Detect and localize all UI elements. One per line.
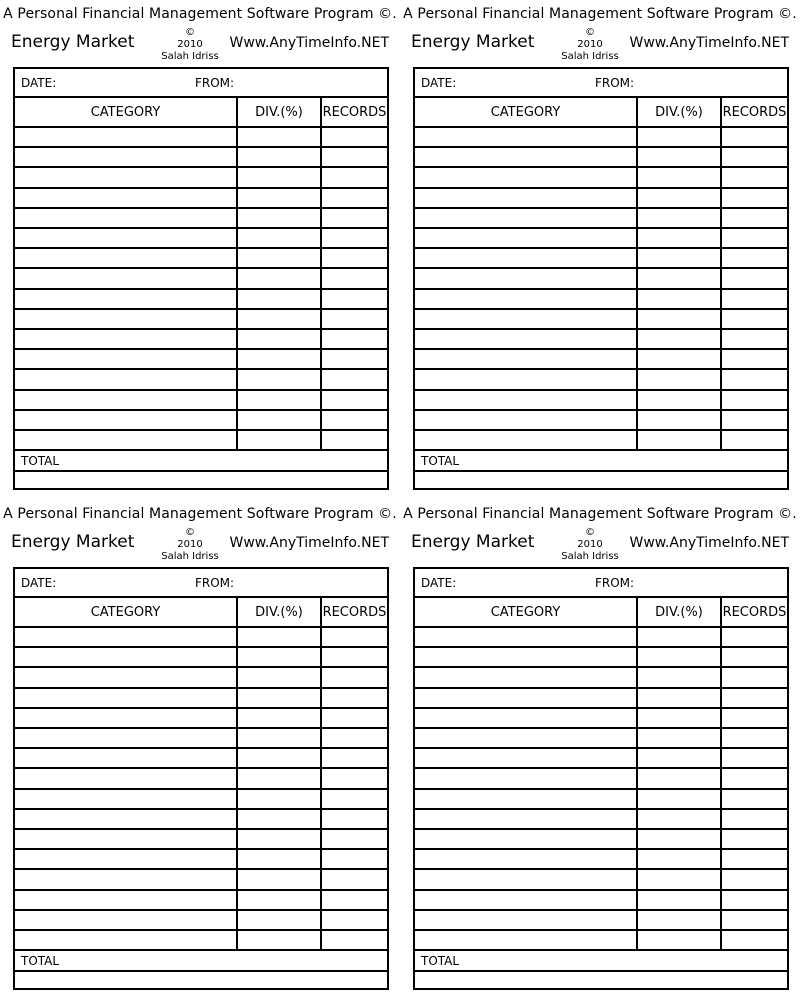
row-line — [15, 788, 387, 790]
tagline: A Personal Financial Management Software Program ©. — [403, 506, 797, 522]
ledger-form — [13, 67, 389, 490]
copyright-block — [150, 527, 230, 563]
form-title: Energy Market — [11, 32, 135, 52]
row-line — [415, 207, 787, 209]
row-line — [415, 247, 787, 249]
copyright-year: 2010 — [177, 39, 203, 50]
energy-market-card — [400, 500, 800, 1000]
tagline: A Personal Financial Management Software Program ©. — [403, 6, 797, 22]
tagline: A Personal Financial Management Software Program ©. — [3, 506, 397, 522]
row-line — [15, 247, 387, 249]
row-line — [415, 187, 787, 189]
copyright-author: Salah Idriss — [561, 551, 619, 562]
row-line — [415, 848, 787, 850]
total-label: TOTAL — [21, 454, 60, 468]
ledger-form — [13, 567, 389, 990]
column-header-records: RECORDS — [322, 105, 387, 120]
column-header-category: CATEGORY — [90, 105, 161, 120]
row-line — [15, 767, 387, 769]
row-line — [15, 949, 387, 951]
from-label: FROM: — [195, 76, 235, 90]
copyright-symbol: © — [185, 27, 195, 38]
row-line — [415, 146, 787, 148]
column-header-div: DIV.(%) — [255, 605, 303, 620]
row-line — [415, 449, 787, 451]
website-link: Www.AnyTimeInfo.NET — [229, 35, 389, 51]
row-line — [415, 868, 787, 870]
row-line — [15, 868, 387, 870]
tagline: A Personal Financial Management Software Program ©. — [3, 6, 397, 22]
row-line — [415, 889, 787, 891]
row-line — [415, 288, 787, 290]
total-label: TOTAL — [421, 954, 460, 968]
form-title: Energy Market — [411, 532, 535, 552]
column-header-category: CATEGORY — [490, 105, 561, 120]
row-line — [15, 889, 387, 891]
row-line — [15, 348, 387, 350]
row-line — [415, 308, 787, 310]
row-line — [415, 747, 787, 749]
row-line — [415, 126, 787, 128]
energy-market-card — [0, 500, 400, 1000]
total-label: TOTAL — [421, 454, 460, 468]
row-line — [15, 328, 387, 330]
row-line — [15, 409, 387, 411]
row-line — [15, 267, 387, 269]
row-line — [15, 828, 387, 830]
column-header-category: CATEGORY — [490, 605, 561, 620]
copyright-year: 2010 — [177, 539, 203, 550]
row-line — [15, 166, 387, 168]
copyright-block — [550, 527, 630, 563]
row-line — [415, 767, 787, 769]
copyright-block — [150, 27, 230, 63]
column-line — [636, 96, 638, 449]
row-line — [415, 368, 787, 370]
row-line — [15, 126, 387, 128]
row-line — [15, 687, 387, 689]
divider — [15, 96, 387, 98]
column-header-records: RECORDS — [722, 605, 787, 620]
row-line — [15, 727, 387, 729]
column-line — [236, 596, 238, 949]
row-line — [415, 687, 787, 689]
from-label: FROM: — [195, 576, 235, 590]
column-line — [320, 596, 322, 949]
ledger-form — [413, 67, 789, 490]
copyright-symbol: © — [585, 527, 595, 538]
row-line — [15, 146, 387, 148]
column-header-div: DIV.(%) — [255, 105, 303, 120]
row-line — [15, 666, 387, 668]
copyright-author: Salah Idriss — [161, 551, 219, 562]
row-line — [15, 848, 387, 850]
row-line — [415, 707, 787, 709]
row-line — [15, 747, 387, 749]
date-label: DATE: — [21, 76, 57, 90]
row-line — [415, 429, 787, 431]
row-line — [415, 949, 787, 951]
date-label: DATE: — [421, 76, 457, 90]
copyright-block — [550, 27, 630, 63]
form-title: Energy Market — [11, 532, 135, 552]
row-line — [415, 909, 787, 911]
ledger-form — [413, 567, 789, 990]
copyright-year: 2010 — [577, 39, 603, 50]
row-line — [15, 227, 387, 229]
row-line — [15, 909, 387, 911]
row-line — [15, 929, 387, 931]
column-header-div: DIV.(%) — [655, 605, 703, 620]
row-line — [415, 727, 787, 729]
row-line — [415, 470, 787, 472]
column-header-records: RECORDS — [322, 605, 387, 620]
row-line — [15, 970, 387, 972]
divider — [415, 596, 787, 598]
row-line — [415, 666, 787, 668]
row-line — [15, 207, 387, 209]
row-line — [415, 626, 787, 628]
column-line — [720, 96, 722, 449]
column-line — [236, 96, 238, 449]
row-line — [415, 227, 787, 229]
row-line — [15, 808, 387, 810]
energy-market-card — [0, 0, 400, 500]
row-line — [415, 409, 787, 411]
row-line — [15, 288, 387, 290]
divider — [15, 596, 387, 598]
from-label: FROM: — [595, 576, 635, 590]
row-line — [415, 267, 787, 269]
copyright-symbol: © — [185, 527, 195, 538]
row-line — [415, 166, 787, 168]
row-line — [15, 187, 387, 189]
copyright-symbol: © — [585, 27, 595, 38]
website-link: Www.AnyTimeInfo.NET — [629, 35, 789, 51]
column-header-category: CATEGORY — [90, 605, 161, 620]
divider — [415, 96, 787, 98]
row-line — [415, 788, 787, 790]
copyright-author: Salah Idriss — [161, 51, 219, 62]
website-link: Www.AnyTimeInfo.NET — [629, 535, 789, 551]
row-line — [415, 389, 787, 391]
energy-market-card — [400, 0, 800, 500]
row-line — [415, 828, 787, 830]
date-label: DATE: — [421, 576, 457, 590]
row-line — [415, 970, 787, 972]
row-line — [415, 929, 787, 931]
row-line — [15, 389, 387, 391]
row-line — [15, 449, 387, 451]
column-line — [720, 596, 722, 949]
row-line — [415, 348, 787, 350]
row-line — [15, 429, 387, 431]
row-line — [15, 368, 387, 370]
website-link: Www.AnyTimeInfo.NET — [229, 535, 389, 551]
row-line — [15, 308, 387, 310]
row-line — [15, 626, 387, 628]
total-label: TOTAL — [21, 954, 60, 968]
row-line — [15, 707, 387, 709]
from-label: FROM: — [595, 76, 635, 90]
column-line — [636, 596, 638, 949]
column-line — [320, 96, 322, 449]
row-line — [15, 470, 387, 472]
form-title: Energy Market — [411, 32, 535, 52]
row-line — [415, 808, 787, 810]
copyright-author: Salah Idriss — [561, 51, 619, 62]
column-header-div: DIV.(%) — [655, 105, 703, 120]
row-line — [15, 646, 387, 648]
copyright-year: 2010 — [577, 539, 603, 550]
column-header-records: RECORDS — [722, 105, 787, 120]
date-label: DATE: — [21, 576, 57, 590]
row-line — [415, 328, 787, 330]
row-line — [415, 646, 787, 648]
